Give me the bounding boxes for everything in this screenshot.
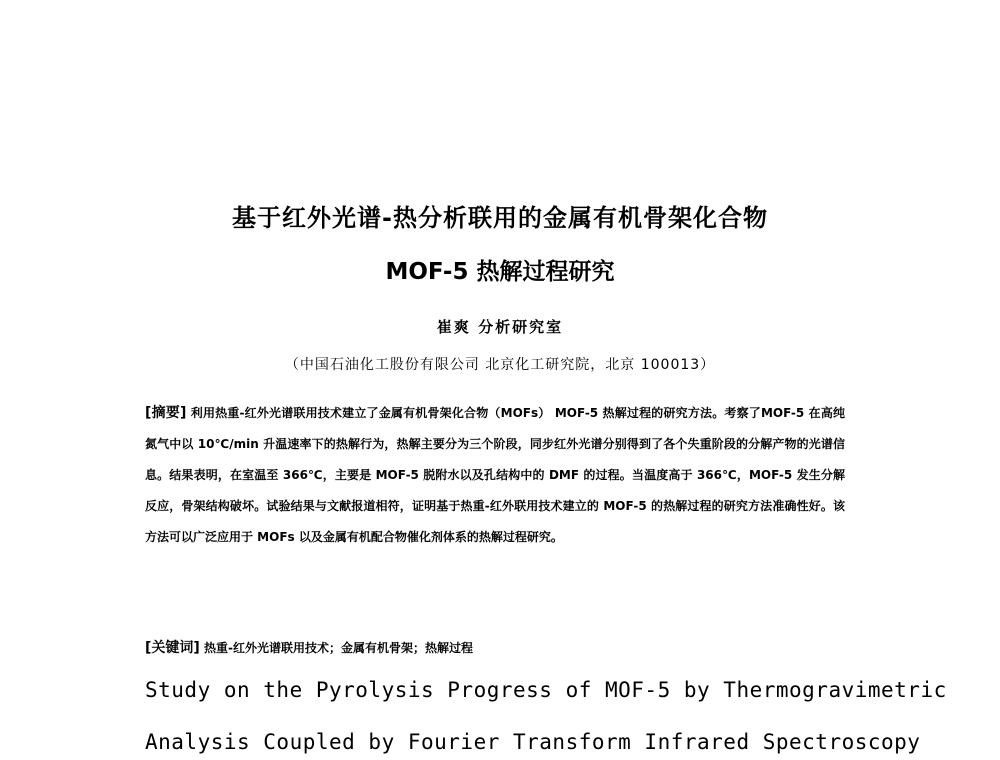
english-title-line-1: Study on the Pyrolysis Progress of MOF-5 by Thermogravimetric [145, 678, 947, 702]
abstract-paragraph [145, 398, 845, 553]
paper-title-line-1: 基于红外光谱-热分析联用的金属有机骨架化合物 [232, 204, 768, 232]
abstract-label: [摘要] [145, 405, 187, 421]
keywords-line [145, 633, 845, 664]
abstract-text: 利用热重-红外光谱联用技术建立了金属有机骨架化合物（MOFs） MOF-5 热解过程的研究方法。考察了MOF-5 在高纯氮气中以 10℃/min 升温速率下的热解行为，热解主要分为三个阶段，同步红外光谱分别得到了各个失重阶段的分解产物的光谱信息。结果表明，在室温至 366℃，主要是 MOF-5 脱附水以及孔结构中的 DMF 的过程。当温度高于 366℃，MOF-5 发生分解反应，骨架结构破坏。试验结果与文献报道相符，证明基于热重-红外联用技术建立的 MOF-5 的热解过程的研究方法准确性好。该方法可以广泛应用于 MOFs 以及金属有机配合物催化剂体系的热解过程研究。 [145, 406, 846, 544]
keywords-text: 热重-红外光谱联用技术；金属有机骨架；热解过程 [203, 641, 473, 655]
english-title-line-2: Analysis Coupled by Fourier Transform Infrared Spectroscopy [145, 730, 921, 754]
affiliation-line: （中国石油化工股份有限公司 北京化工研究院，北京 100013） [284, 357, 716, 373]
paper-title-line-2: MOF-5 热解过程研究 [385, 259, 615, 285]
keywords-label: [关键词] [145, 640, 200, 656]
author-line: 崔爽 分析研究室 [436, 318, 564, 336]
